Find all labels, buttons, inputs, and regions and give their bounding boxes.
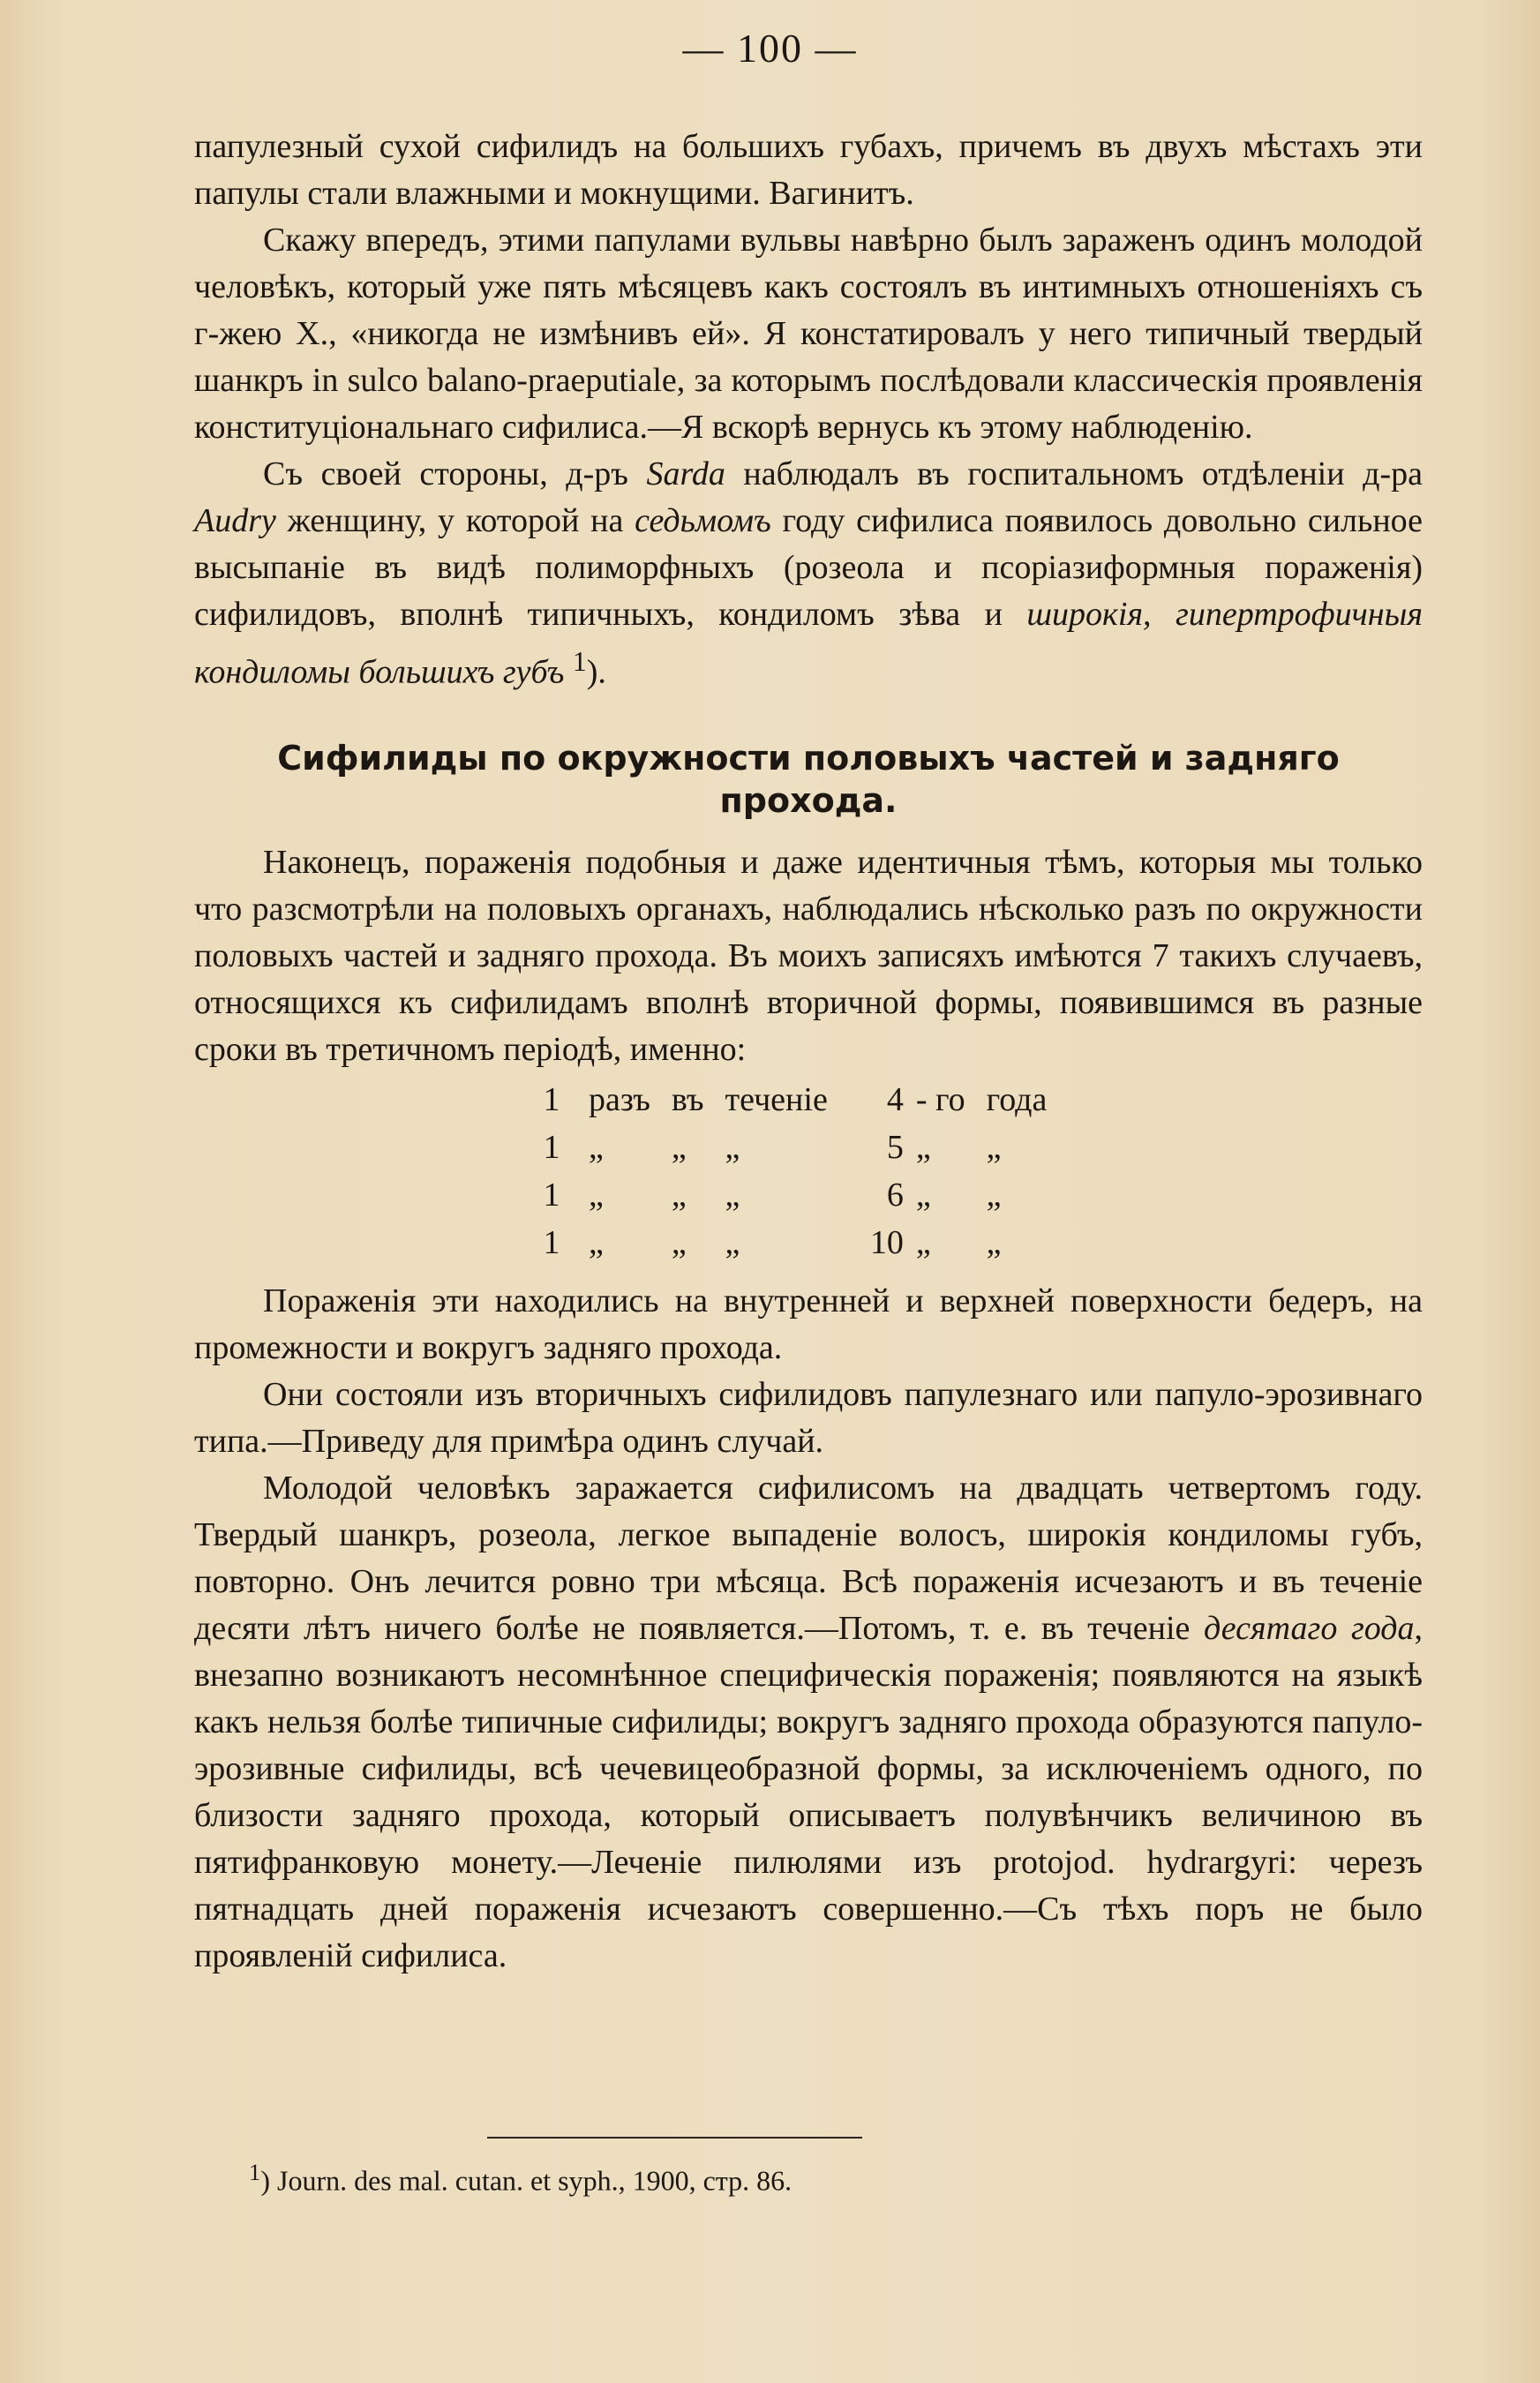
paragraph-6: Они состояли изъ вторичныхъ сифилидовъ папулезнаго или папуло-эрозивнаго типа.—Приведу для примѣра одинъ случай. [194, 1375, 1423, 1460]
ditto-cell: „ [986, 1129, 1002, 1167]
p7-text-1: Молодой человѣкъ заражается сифилисомъ на двадцать четвертомъ году. Твердый шанкръ, розеола, легкое выпаденіе волосъ, широкія кондиломы губъ, повторно. Онъ лечится ровно три мѣсяца. Всѣ пораженія исчезаютъ и въ теченіе десяти лѣтъ ничего болѣе не появляется.—Потомъ, т. е. въ теченіе [194, 1469, 1423, 1647]
paragraph-2: Скажу впередъ, этими папулами вульвы навѣрно былъ зараженъ одинъ молодой человѣкъ, который уже пять мѣсяцевъ какъ состоялъ въ интимныхъ отношеніяхъ съ г-жею X., «никогда не измѣнивъ ей». Я констатировалъ у него типичный твердый шанкръ in sulco balano-praeputiale, за которымъ послѣдовали классическія проявленія конституціональнаго сифилиса.—Я вскорѣ вернусь къ этому наблюденію. [194, 222, 1423, 446]
ditto-cell: „ [915, 1176, 931, 1214]
paragraph-4: Наконецъ, пораженія подобныя и даже идентичныя тѣмъ, которыя мы только что разсмотрѣли на половыхъ органахъ, наблюдались нѣсколько разъ по окружности половыхъ частей и задняго прохода. Въ моихъ записяхъ имѣются 7 такихъ случаевъ, относящихся къ сифилидамъ вполнѣ вторичной формы, появившимся въ разные сроки въ третичномъ періодѣ, именно: [194, 843, 1423, 1068]
body-text [194, 124, 1423, 1980]
ditto-cell: „ [986, 1224, 1002, 1262]
p3-name-audry: Audry [194, 502, 276, 539]
paragraph-5: Пораженія эти находились на внутренней и верхней поверхности бедеръ, на промежности и вокругъ задняго прохода. [194, 1282, 1423, 1366]
table-row [525, 1172, 1057, 1220]
p3-emphasis-seventh: седьмомъ [635, 502, 771, 539]
during-cell: теченіе [725, 1081, 828, 1119]
p3-text-3: женщину, у которой на [275, 502, 635, 539]
p3-text-1: Съ своей стороны, д-ръ [263, 455, 647, 492]
year-cell: 4 [886, 1081, 904, 1119]
ditto-cell: „ [671, 1129, 687, 1167]
paragraph-3 [194, 451, 1423, 696]
p3-text-2: наблюдалъ въ госпитальномъ отдѣленіи д-ра [725, 455, 1423, 492]
ditto-cell: „ [725, 1224, 740, 1262]
p3-name-sarda: Sarda [646, 455, 725, 492]
year-cell: 5 [886, 1129, 904, 1167]
ditto-cell: „ [589, 1176, 604, 1214]
ditto-cell: „ [589, 1129, 604, 1167]
ditto-cell: „ [671, 1224, 687, 1262]
p3-emphasis-condylomas: широкія, гипертрофичныя кондиломы большихъ губъ [194, 596, 1423, 691]
year-cell: 10 [869, 1224, 904, 1262]
p7-emphasis-tenth-year: десятаго года [1204, 1609, 1415, 1647]
year-word-cell: года [986, 1081, 1048, 1119]
count-cell: 1 [543, 1176, 560, 1214]
table-row [525, 1220, 1057, 1267]
paragraph-7 [194, 1465, 1423, 1980]
page-number: — 100 — [682, 26, 858, 71]
ditto-cell: „ [915, 1129, 931, 1167]
table-row [525, 1124, 1057, 1172]
ditto-cell: „ [725, 1176, 740, 1214]
footnote-mark: 1 [249, 2159, 261, 2185]
footnote [249, 2154, 792, 2199]
ditto-cell: „ [671, 1176, 687, 1214]
table-row [525, 1077, 1057, 1124]
ditto-cell: „ [915, 1224, 931, 1262]
count-cell: 1 [543, 1224, 560, 1262]
preposition-cell: въ [671, 1081, 704, 1119]
occurrence-table [525, 1077, 1057, 1267]
p3-text-4: году сифилиса появилось довольно сильное высыпаніе въ видѣ полиморфныхъ (розеола и псоріазиформныя пораженія) сифилидовъ, вполнѣ типичныхъ, кондиломъ зѣва и [194, 502, 1423, 633]
times-cell: разъ [589, 1081, 650, 1119]
footnote-separator [487, 2137, 862, 2139]
p7-text-2: , внезапно возникаютъ несомнѣнное специфическія пораженія; появляются на языкѣ какъ нельзя болѣе типичные сифилиды; вокругъ задняго прохода образуются папуло-эрозивные сифилиды, всѣ чечевицеобразной формы, за исключеніемъ одного, по близости задняго прохода, который описываетъ полувѣнчикъ величиною въ пятифранковую монету.—Леченіе пилюлями изъ protojod. hydrargyri: черезъ пятнадцать дней пораженія исчезаютъ совершенно.—Съ тѣхъ поръ не было проявленій сифилиса. [194, 1609, 1423, 1974]
paragraph-1: папулезный сухой сифилидъ на большихъ губахъ, причемъ въ двухъ мѣстахъ эти папулы стали влажными и мокнущими. Вагинитъ. [194, 128, 1423, 212]
footnote-reference: 1 [572, 646, 587, 677]
footnote-text: ) Journ. des mal. cutan. et syph., 1900, стр. 86. [260, 2164, 793, 2197]
section-heading: Сифилиды по окружности половыхъ частей и задняго прохода. [277, 738, 1340, 820]
ditto-cell: „ [725, 1129, 740, 1167]
p3-text-5: ). [586, 653, 606, 691]
ordinal-cell: - го [915, 1081, 965, 1119]
count-cell: 1 [543, 1081, 560, 1119]
ditto-cell: „ [589, 1224, 604, 1262]
year-cell: 6 [886, 1176, 904, 1214]
ditto-cell: „ [986, 1176, 1002, 1214]
count-cell: 1 [543, 1129, 560, 1167]
